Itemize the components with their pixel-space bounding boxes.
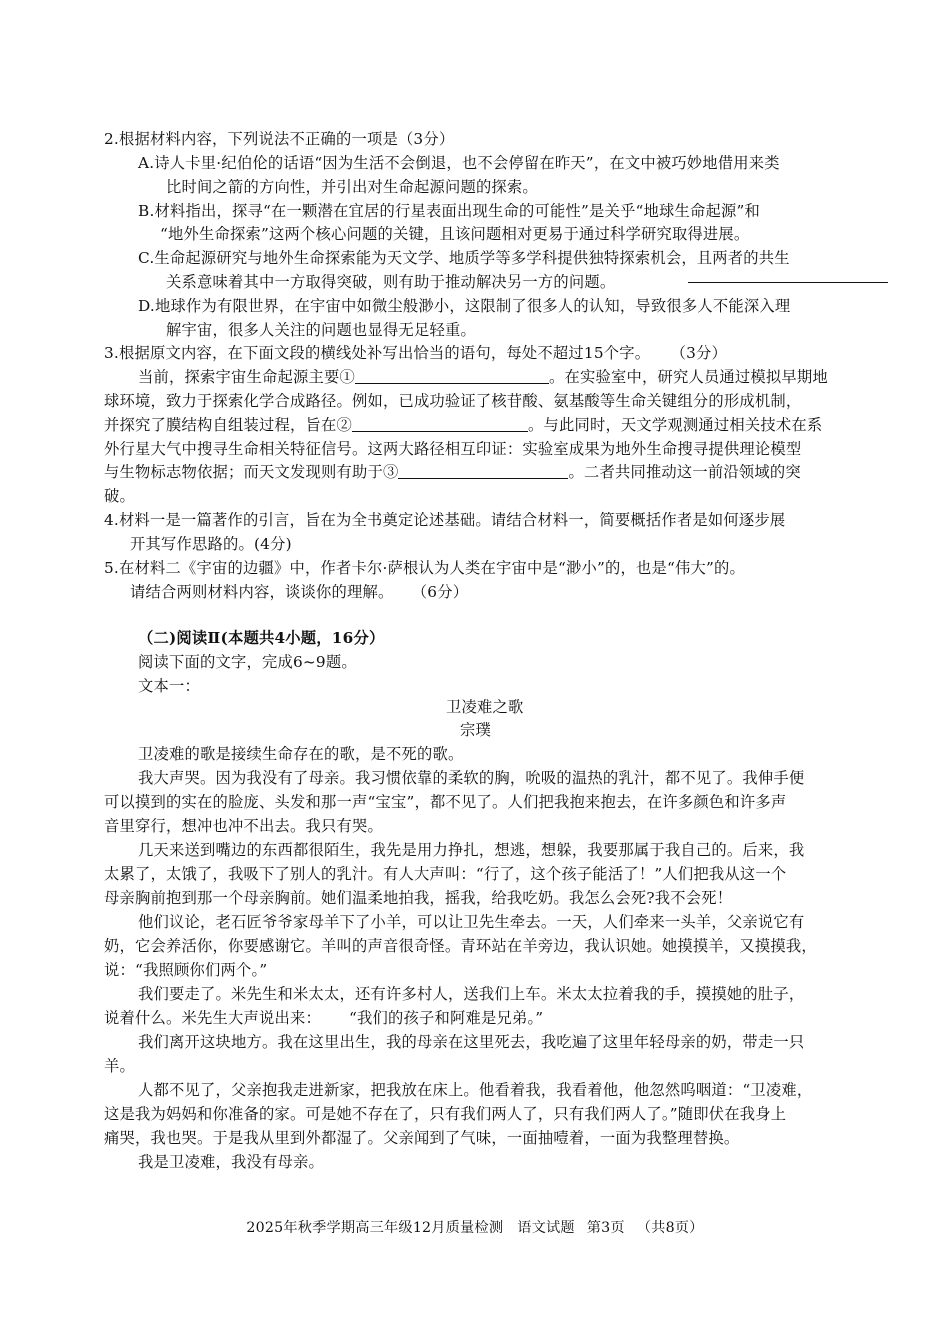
story-line: 他们议论，老石匠爷爷家母羊下了小羊，可以让卫先生牵去。一天，人们牵来一头羊，父亲说它有 xyxy=(138,913,805,931)
footer-subject: 语文试题 xyxy=(517,1220,575,1236)
story-line: 羊。 xyxy=(104,1057,135,1075)
q5-line2 xyxy=(130,582,468,602)
q3-blank-3[interactable] xyxy=(398,462,568,479)
q2-option-c-line1: C.生命起源研究与地外生命探索能为天文学、地质学等多学科提供独特探索机会，且两者的共生 xyxy=(138,249,790,267)
story-line: 音里穿行，想冲也冲不出去。我只有哭。 xyxy=(104,817,383,835)
q3-text-1a: 当前，探索宇宙生命起源主要① xyxy=(138,368,355,386)
q3-paragraph-line2: 球环境，致力于探索化学合成路径。例如，已成功验证了核苷酸、氨基酸等生命关键组分的形成机制， xyxy=(104,392,802,410)
story-line: 痛哭，我也哭。于是我从里到外都湿了。父亲闻到了气味，一面抽噎着，一面为我整理替换。 xyxy=(104,1129,740,1147)
q3-stem-text: 3.根据原文内容，在下面文段的横线处补写出恰当的语句，每处不超过15个字。 xyxy=(104,344,651,362)
story-quote: “我们的孩子和阿难是兄弟。” xyxy=(348,1009,544,1027)
q3-text-5b: 。二者共同推动这一前沿领域的突 xyxy=(568,463,801,481)
story-line: 母亲胸前抱到那一个母亲胸前。她们温柔地拍我，摇我，给我吃奶。我怎么会死?我不会死！ xyxy=(104,889,733,907)
q2-option-b-line1: B.材料指出，探寻“在一颗潜在宜居的行星表面出现生命的可能性”是关乎“地球生命起源”和 xyxy=(138,202,760,220)
story-line: 我们要走了。米先生和米太太，还有许多村人，送我们上车。米太太拉着我的手，摸摸她的肚子， xyxy=(138,985,805,1003)
q2-option-c-line2: 关系意味着其中一方取得突破，则有助于推动解决另一方的问题。 xyxy=(166,273,616,291)
q2-option-d-line2: 解宇宙，很多人关注的问题也显得无足轻重。 xyxy=(166,321,476,339)
story-line: 这是我为妈妈和你准备的家。可是她不存在了，只有我们两人了，只有我们两人了。”随即伏在我身上 xyxy=(104,1105,787,1123)
q2-option-a-line2: 比时间之箭的方向性，并引出对生命起源问题的探索。 xyxy=(166,178,538,196)
q3-score: （3分） xyxy=(678,344,728,362)
q2-option-b-line2: “地外生命探索”这两个核心问题的关键，且该问题相对更易于通过科学研究取得进展。 xyxy=(160,225,750,243)
q5-score: （6分） xyxy=(419,583,469,601)
story-line: 人都不见了，父亲抱我走进新家，把我放在床上。他看着我，我看着他，他忽然呜咽道：“卫凌难， xyxy=(138,1081,813,1099)
q4-line2: 开其写作思路的。(4分) xyxy=(130,535,292,553)
story-line: 我们离开这块地方。我在这里出生，我的母亲在这里死去，我吃遍了这里年轻母亲的奶，带走一只 xyxy=(138,1033,805,1051)
q3-text-1b: 。在实验室中，研究人员通过模拟早期地 xyxy=(548,368,828,386)
q2-stem: 2.根据材料内容，下列说法不正确的一项是（3分） xyxy=(104,130,455,148)
q3-stem xyxy=(104,343,727,363)
q3-blank-2[interactable] xyxy=(352,415,528,432)
story-line xyxy=(104,1008,543,1028)
q2-option-a-line1: A.诗人卡里·纪伯伦的话语“因为生活不会倒退，也不会停留在昨天”，在文中被巧妙地借用来类 xyxy=(138,154,780,172)
story-line: 奶，它会养活你，你要感谢它。羊叫的声音很奇怪。青环站在羊旁边，我认识她。她摸摸羊，又摸摸我， xyxy=(104,937,817,955)
q5-text: 请结合两则材料内容，谈谈你的理解。 xyxy=(130,583,394,601)
q3-paragraph-line4: 外行星大气中搜寻生命相关特征信号。这两大路径相互印证：实验室成果为地外生命搜寻提供理论模型 xyxy=(104,440,802,458)
text-label: 文本一： xyxy=(138,677,200,695)
story-line: 可以摸到的实在的脸庞、头发和那一声“宝宝”，都不见了。人们把我抱来抱去，在许多颜色和许多声 xyxy=(104,793,787,811)
story-title: 卫凌难之歌 xyxy=(446,698,524,716)
section-heading: （二)阅读Ⅱ(本题共4小题，16分） xyxy=(138,629,385,647)
q3-text-3b: 。与此同时，天文学观测通过相关技术在系 xyxy=(527,416,823,434)
q3-text-3a: 并探究了膜结构自组装过程，旨在② xyxy=(104,416,352,434)
q4-line1: 4.材料一是一篇著作的引言，旨在为全书奠定论述基础。请结合材料一，简要概括作者是如何逐步展 xyxy=(104,511,786,529)
footer-page-number: 第3页 xyxy=(586,1220,625,1236)
section-instruction: 阅读下面的文字，完成6~9题。 xyxy=(138,653,357,671)
story-line: 太累了，太饿了，我吸下了别人的乳汁。有人大声叫：“行了，这个孩子能活了！”人们把我从这一个 xyxy=(104,865,787,883)
story-line: 卫凌难的歌是接续生命存在的歌，是不死的歌。 xyxy=(138,745,464,763)
story-author: 宗璞 xyxy=(460,721,491,739)
q3-paragraph-line6: 破。 xyxy=(104,487,135,505)
q3-paragraph-line3 xyxy=(104,415,822,435)
stray-rule-line xyxy=(688,282,888,283)
story-line: 我是卫凌难，我没有母亲。 xyxy=(138,1153,324,1171)
q3-text-5a: 与生物标志物依据；而天文发现则有助于③ xyxy=(104,463,399,481)
story-line: 几天来送到嘴边的东西都很陌生，我先是用力挣扎，想逃，想躲，我要那属于我自己的。后来，我 xyxy=(138,841,805,859)
page-footer xyxy=(0,1218,950,1238)
q2-option-d-line1: D.地球作为有限世界，在宇宙中如微尘般渺小，这限制了很多人的认知，导致很多人不能深入理 xyxy=(138,297,791,315)
q3-paragraph-line5 xyxy=(104,462,801,482)
q3-blank-1[interactable] xyxy=(355,367,549,384)
footer-total-pages: （共8页） xyxy=(636,1220,704,1236)
q5-line1: 5.在材料二《宇宙的边疆》中，作者卡尔·萨根认为人类在宇宙中是“渺小”的，也是“伟大”的。 xyxy=(104,559,746,577)
story-line-part: 说着什么。米先生大声说出来： xyxy=(104,1009,321,1027)
story-line: 我大声哭。因为我没有了母亲。我习惯依靠的柔软的胸，吮吸的温热的乳汁，都不见了。我伸手便 xyxy=(138,769,805,787)
story-line: 说：“我照顾你们两个。” xyxy=(104,961,268,979)
q3-paragraph-line1 xyxy=(138,367,828,387)
footer-exam: 2025年秋季学期高三年级12月质量检测 xyxy=(246,1220,504,1236)
